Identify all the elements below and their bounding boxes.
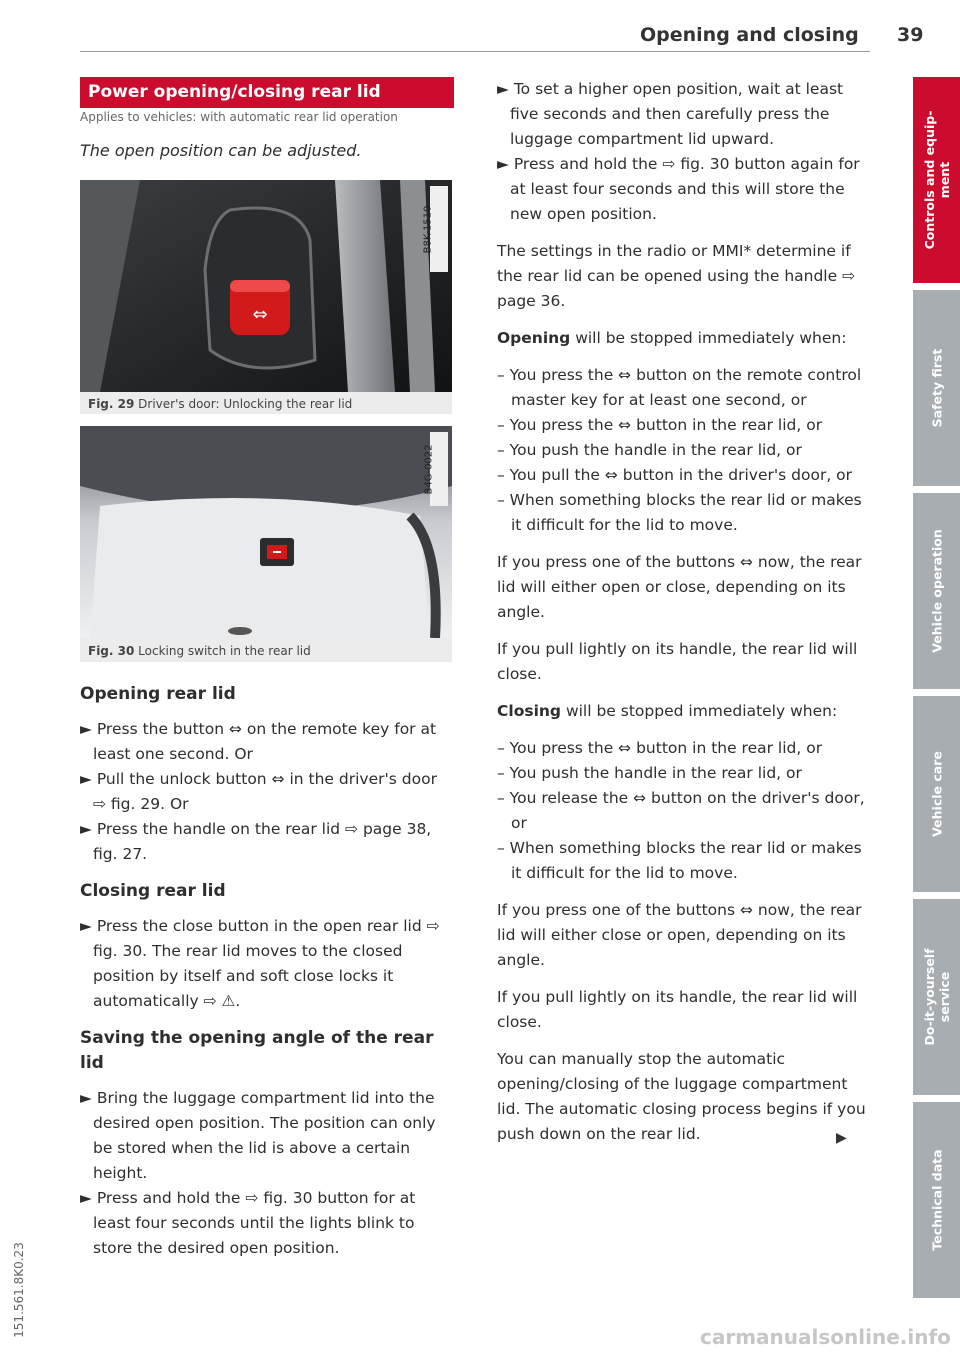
- tab-vehicle-care[interactable]: Vehicle care: [913, 696, 960, 892]
- door-handle-photo: [80, 180, 452, 392]
- saving-step-1: ► Bring the luggage compartment lid into the desired open position. The position can only be stored when the lid is above a certain height.: [80, 1089, 436, 1182]
- opening-buttons-note: If you press one of the buttons ⇔ now, the rear lid will either open or close, depending on its angle.: [497, 553, 862, 621]
- header-rule: [80, 51, 870, 52]
- manual-stop-note: You can manually stop the automatic opening/closing of the luggage compartment lid. The automatic closing process begins if you push down on the rear lid.: [497, 1050, 866, 1143]
- page-number: 39: [897, 24, 924, 46]
- closing-stop-4: – When something blocks the rear lid or makes it difficult for the lid to move.: [497, 839, 862, 882]
- opening-stop-5: – When something blocks the rear lid or makes it difficult for the lid to move.: [497, 491, 862, 534]
- higher-position-step-1: ► To set a higher open position, wait at least five seconds and then carefully press the luggage compartment lid upward.: [497, 80, 844, 148]
- figure-30-code: B4G-0022: [423, 444, 435, 495]
- rear-lid-photo: [80, 426, 452, 638]
- heading-closing-rear-lid: Closing rear lid: [80, 881, 226, 901]
- saving-step-2: ► Press and hold the ⇨ fig. 30 button for at least four seconds until the lights blink to store the desired open position.: [80, 1189, 416, 1257]
- side-document-code: 151.561.8K0.23: [11, 1242, 26, 1338]
- figure-30: [80, 426, 452, 662]
- opening-stop-2: – You press the ⇔ button in the rear lid, or: [497, 416, 823, 434]
- tab-vehicle-operation[interactable]: Vehicle operation: [913, 493, 960, 689]
- opening-step-3: ► Press the handle on the rear lid ⇨ page 38, fig. 27.: [80, 820, 432, 863]
- closing-stop-1: – You press the ⇔ button in the rear lid, or: [497, 739, 823, 757]
- figure-29: [80, 180, 452, 414]
- settings-note: The settings in the radio or MMI* determine if the rear lid can be opened using the handle ⇨ page 36.: [497, 242, 856, 310]
- opening-stop-1: – You press the ⇔ button on the remote control master key for at least one second, or: [497, 366, 862, 409]
- applies-to-note: Applies to vehicles: with automatic rear lid operation: [80, 110, 398, 124]
- figure-30-caption: Fig. 30 Locking switch in the rear lid: [88, 644, 311, 658]
- opening-step-1: ► Press the button ⇔ on the remote key for at least one second. Or: [80, 720, 437, 763]
- closing-stop-2: – You push the handle in the rear lid, or: [497, 764, 802, 782]
- section-title: Power opening/closing rear lid: [80, 77, 454, 108]
- opening-handle-note: If you pull lightly on its handle, the rear lid will close.: [497, 640, 858, 683]
- opening-step-2: ► Pull the unlock button ⇔ in the driver's door ⇨ fig. 29. Or: [80, 770, 437, 813]
- closing-handle-note: If you pull lightly on its handle, the rear lid will close.: [497, 988, 858, 1031]
- opening-stop-4: – You pull the ⇔ button in the driver's door, or: [497, 466, 853, 484]
- watermark: carmanualsonline.info: [700, 1325, 951, 1349]
- tab-safety-first[interactable]: Safety first: [913, 290, 960, 486]
- opening-stop-3: – You push the handle in the rear lid, or: [497, 441, 802, 459]
- figure-29-caption: Fig. 29 Driver's door: Unlocking the rear lid: [88, 397, 353, 411]
- chapter-tabs: [913, 0, 960, 1361]
- right-column: [497, 77, 872, 1147]
- closing-buttons-note: If you press one of the buttons ⇔ now, the rear lid will either close or open, depending on its angle.: [497, 901, 862, 969]
- running-header-title: Opening and closing: [640, 24, 859, 46]
- closing-stopped-intro: Closing will be stopped immediately when:: [497, 702, 838, 720]
- closing-step-1: ► Press the close button in the open rear lid ⇨ fig. 30. The rear lid moves to the closed position by itself and soft close locks it automatically ⇨ ⚠.: [80, 917, 440, 1010]
- heading-opening-rear-lid: Opening rear lid: [80, 684, 236, 704]
- heading-saving-angle: Saving the opening angle of the rear lid: [80, 1028, 434, 1073]
- figure-29-code: B8K-1510: [422, 205, 434, 254]
- closing-stop-3: – You release the ⇔ button on the driver's door, or: [497, 789, 865, 832]
- svg-text:⇔: ⇔: [252, 304, 268, 325]
- tab-controls-and-equipment[interactable]: Controls and equip- ment: [913, 77, 960, 283]
- higher-position-step-2: ► Press and hold the ⇨ fig. 30 button again for at least four seconds and this will store the new open position.: [497, 155, 860, 223]
- section-intro: The open position can be adjusted.: [80, 141, 362, 160]
- opening-stopped-intro: Opening will be stopped immediately when:: [497, 329, 847, 347]
- left-column: [80, 682, 454, 1261]
- tab-technical-data[interactable]: Technical data: [913, 1102, 960, 1298]
- tab-do-it-yourself-service[interactable]: Do-it-yourself service: [913, 899, 960, 1095]
- continued-arrow-icon: ▶: [836, 1130, 847, 1146]
